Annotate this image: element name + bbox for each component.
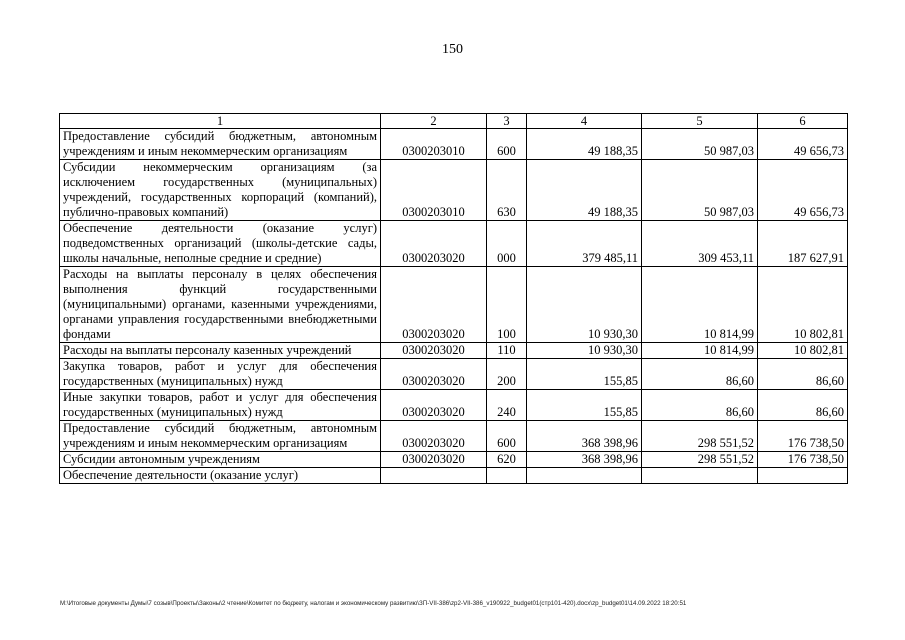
row-value-5: 10 814,99 (642, 267, 758, 343)
header-col-5: 5 (642, 114, 758, 129)
table-row (60, 390, 848, 421)
row-name: Предоставление субсидий бюджетным, автономным учреждениям и иным некоммерческим организациям (60, 129, 381, 160)
row-value-5: 86,60 (642, 390, 758, 421)
table-row (60, 359, 848, 390)
row-code: 0300203020 (381, 390, 487, 421)
row-type: 600 (487, 129, 527, 160)
row-value-4: 368 398,96 (527, 452, 642, 468)
header-col-3: 3 (487, 114, 527, 129)
row-code: 0300203020 (381, 421, 487, 452)
document-path-footer: M:\Итоговые документы Думы\7 созыв\Проекты\Законы\2 чтение\Комитет по бюджету, налогам и экономическому развитию\ЗП-VII-386\zp2-VII-386_v190922_budget01(стр101-420).docx\zp_budget01\14.09.2022 18:20:51 (60, 600, 687, 607)
header-col-4: 4 (527, 114, 642, 129)
budget-table (59, 113, 848, 484)
header-col-2: 2 (381, 114, 487, 129)
row-value-5: 298 551,52 (642, 421, 758, 452)
row-code: 0300203020 (381, 267, 487, 343)
row-value-6: 49 656,73 (758, 129, 848, 160)
row-name: Иные закупки товаров, работ и услуг для обеспечения государственных (муниципальных) нужд (60, 390, 381, 421)
row-name: Обеспечение деятельности (оказание услуг) подведомственных организаций (школы-детские сады, школы начальные, неполные средние и средние) (60, 221, 381, 267)
row-value-6 (758, 468, 848, 484)
row-value-6: 10 802,81 (758, 343, 848, 359)
row-value-5 (642, 468, 758, 484)
header-col-6: 6 (758, 114, 848, 129)
row-type: 200 (487, 359, 527, 390)
row-value-4: 49 188,35 (527, 129, 642, 160)
row-name: Расходы на выплаты персоналу в целях обеспечения выполнения функций государственными (муниципальными) органами, казенными учреждениями, органами управления государственными внебюджетными фондами (60, 267, 381, 343)
row-type: 100 (487, 267, 527, 343)
table-row (60, 421, 848, 452)
row-name: Закупка товаров, работ и услуг для обеспечения государственных (муниципальных) нужд (60, 359, 381, 390)
row-name: Предоставление субсидий бюджетным, автономным учреждениям и иным некоммерческим организациям (60, 421, 381, 452)
row-value-6: 10 802,81 (758, 267, 848, 343)
header-col-1: 1 (60, 114, 381, 129)
row-name: Обеспечение деятельности (оказание услуг) (60, 468, 381, 484)
row-value-4: 155,85 (527, 359, 642, 390)
row-value-4 (527, 468, 642, 484)
table-row (60, 221, 848, 267)
row-value-5: 86,60 (642, 359, 758, 390)
row-value-4: 10 930,30 (527, 267, 642, 343)
table-row (60, 267, 848, 343)
table-row (60, 129, 848, 160)
row-value-5: 309 453,11 (642, 221, 758, 267)
row-value-5: 10 814,99 (642, 343, 758, 359)
table-row (60, 468, 848, 484)
row-value-6: 86,60 (758, 390, 848, 421)
table-row (60, 160, 848, 221)
row-value-6: 176 738,50 (758, 452, 848, 468)
row-type: 000 (487, 221, 527, 267)
row-value-6: 49 656,73 (758, 160, 848, 221)
row-value-6: 86,60 (758, 359, 848, 390)
row-code: 0300203020 (381, 359, 487, 390)
row-value-4: 49 188,35 (527, 160, 642, 221)
page-number: 150 (442, 42, 463, 57)
row-value-4: 379 485,11 (527, 221, 642, 267)
table-body (60, 129, 848, 484)
row-value-5: 50 987,03 (642, 160, 758, 221)
row-value-5: 50 987,03 (642, 129, 758, 160)
row-name: Расходы на выплаты персоналу казенных учреждений (60, 343, 381, 359)
row-type: 630 (487, 160, 527, 221)
row-code: 0300203010 (381, 160, 487, 221)
row-value-4: 155,85 (527, 390, 642, 421)
row-type (487, 468, 527, 484)
row-value-4: 368 398,96 (527, 421, 642, 452)
row-type: 240 (487, 390, 527, 421)
row-value-6: 187 627,91 (758, 221, 848, 267)
row-value-4: 10 930,30 (527, 343, 642, 359)
row-type: 620 (487, 452, 527, 468)
row-name: Субсидии некоммерческим организациям (за исключением государственных (муниципальных) учреждений, государственных корпораций (компаний), публично-правовых компаний) (60, 160, 381, 221)
row-code: 0300203020 (381, 221, 487, 267)
row-code: 0300203020 (381, 452, 487, 468)
row-code: 0300203010 (381, 129, 487, 160)
row-type: 110 (487, 343, 527, 359)
table-row (60, 452, 848, 468)
header-row (60, 114, 848, 129)
row-code (381, 468, 487, 484)
row-code: 0300203020 (381, 343, 487, 359)
row-name: Субсидии автономным учреждениям (60, 452, 381, 468)
table-header (60, 114, 848, 129)
row-value-6: 176 738,50 (758, 421, 848, 452)
row-type: 600 (487, 421, 527, 452)
table-row (60, 343, 848, 359)
row-value-5: 298 551,52 (642, 452, 758, 468)
